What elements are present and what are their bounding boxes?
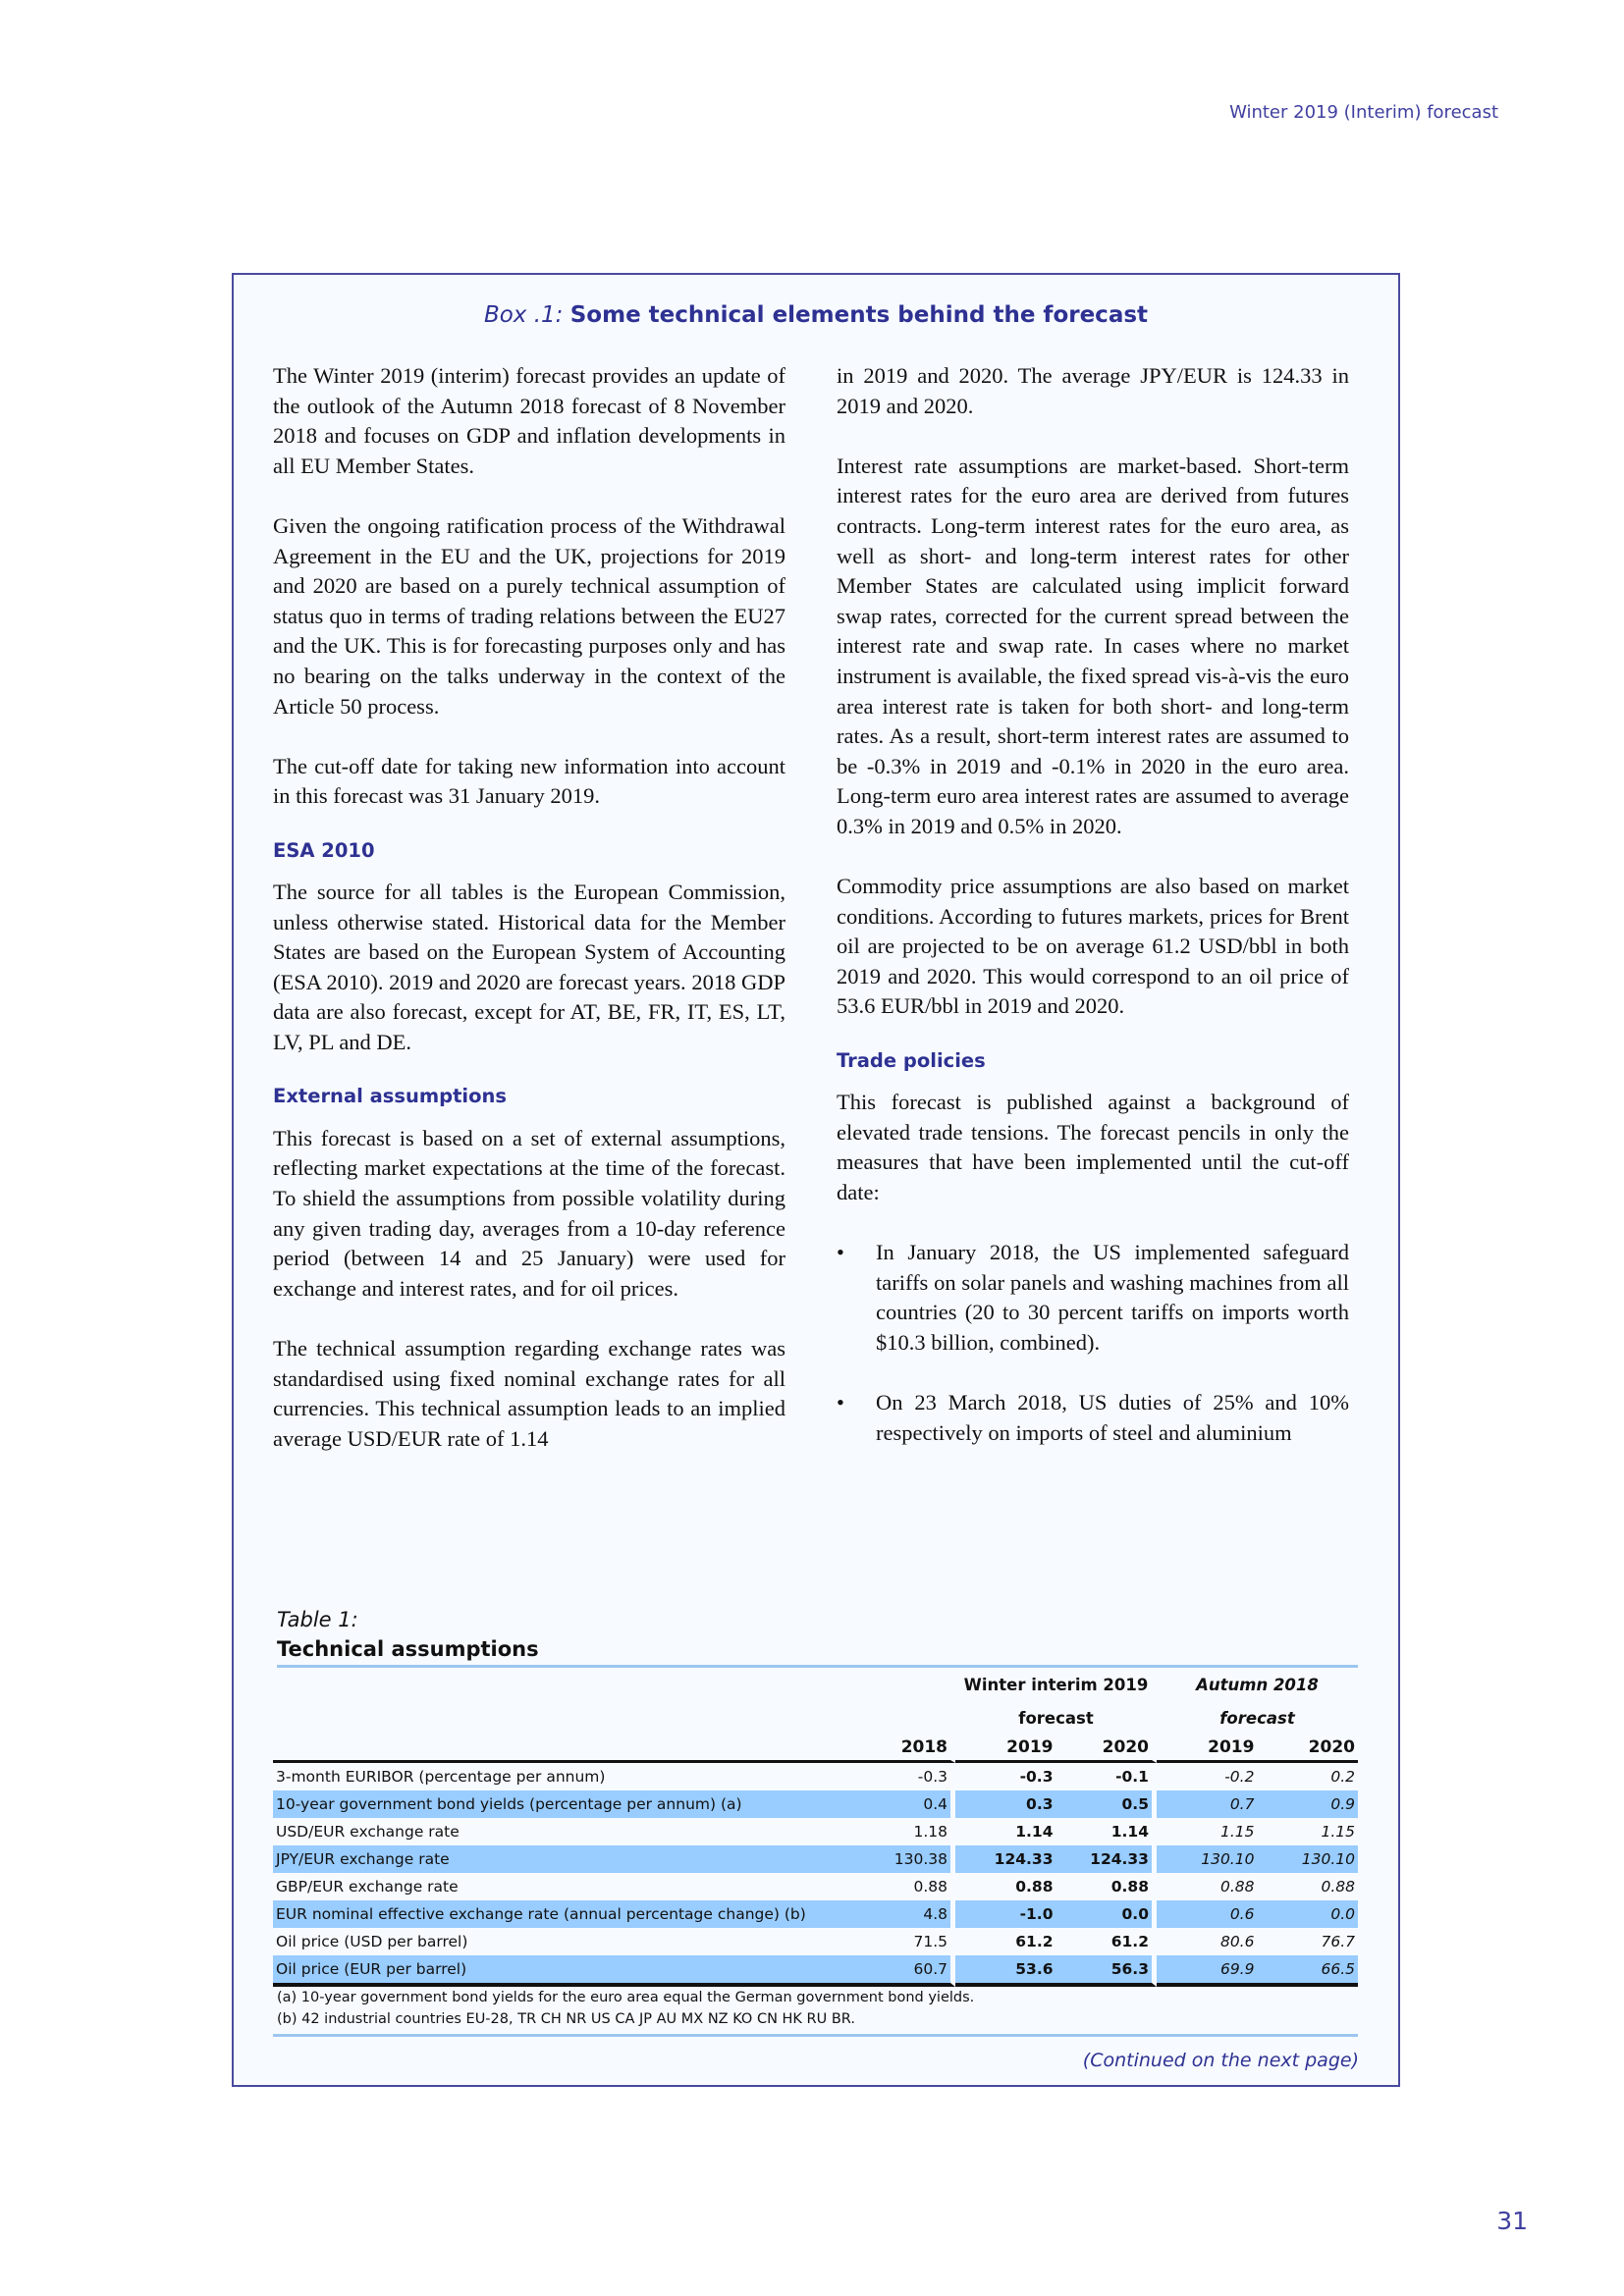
cell-value: 69.9: [1157, 1955, 1257, 1987]
cell-value: 0.7: [1157, 1790, 1257, 1818]
cell-value: 0.6: [1157, 1900, 1257, 1928]
cell-value: 0.88: [1056, 1873, 1157, 1900]
table-row: [273, 1790, 1358, 1818]
section-heading: ESA 2010: [273, 838, 375, 862]
cell-value: -0.2: [1224, 1768, 1255, 1786]
cell-value: 0.88: [855, 1873, 955, 1900]
cell-value: 0.88: [1321, 1878, 1355, 1896]
paragraph: The Winter 2019 (interim) forecast provides an update of the outlook of the Autumn 2018 forecast of 8 November 2018 and focuses on GDP and inflation developments in all EU Member States.: [273, 363, 785, 478]
paragraph: Given the ongoing ratification process of the Withdrawal Agreement in the EU and the UK, projections for 2019 and 2020 are based on a purely technical assumption of status quo in terms of trading relations between the EU27 and the UK. This is for forecasting purposes only and has no bearing on the talks underway in the context of the Article 50 process.: [273, 512, 785, 719]
table-row: [273, 1873, 1358, 1900]
row-label: GBP/EUR exchange rate: [276, 1878, 459, 1896]
cell-value: 130.38: [855, 1845, 955, 1873]
table-row: [273, 1845, 1358, 1873]
cell-value: 53.6: [955, 1955, 1056, 1987]
table-caption: Table 1:: [277, 1608, 358, 1631]
paragraph: This forecast is based on a set of external assumptions, reflecting market expectations at the time of the forecast. To shield the assumptions from possible volatility during any given trading day, averages from a 10-day reference period (between 14 and 25 January) were used for exchange and interest rates, and for oil prices.: [273, 1125, 785, 1301]
cell-value: 130.10: [1157, 1845, 1257, 1873]
group-header-winter: Winter interim 2019: [963, 1675, 1149, 1694]
cell-value: 76.7: [1321, 1933, 1355, 1950]
cell-value: 80.6: [1219, 1933, 1255, 1950]
section-heading: External assumptions: [273, 1085, 507, 1108]
cell-value: 0.2: [1330, 1768, 1355, 1786]
cell-value: -0.3: [855, 1763, 955, 1790]
box-title-main: Some technical elements behind the forecast: [569, 302, 1149, 328]
cell-value: 0.88: [1219, 1878, 1255, 1896]
year-header: 2019: [1157, 1735, 1257, 1763]
row-label: USD/EUR exchange rate: [276, 1823, 460, 1841]
group-sub-autumn: forecast: [1219, 1708, 1295, 1728]
page-number: 31: [1496, 2207, 1528, 2235]
paragraph: The cut-off date for taking new information into account in this forecast was 31 January 2019.: [273, 753, 785, 809]
cell-value: 0.0: [1257, 1900, 1358, 1928]
bullet-item: • In January 2018, the US implemented safeguard tariffs on solar panels and washing machines from all countries (20 to 30 percent tariffs on imports worth $10.3 billion, combined).: [876, 1238, 1349, 1358]
table-end-rule: [273, 2034, 1358, 2037]
table-row: [273, 1928, 1358, 1955]
cell-value: 1.15: [1321, 1823, 1355, 1841]
paragraph: Interest rate assumptions are market-based. Short-term interest rates for the euro area are derived from futures contracts. Long-term interest rates for the euro area, as well as short- and long-term interest rates for other Member States are calculated using implicit forward swap rates, corrected for the current spread between the interest rate and swap rate. In cases where no market instrument is available, the fixed spread vis-à-vis the euro area interest rate is taken for both short- and long-term rates. As a result, short-term interest rates are assumed to be -0.3% in 2019 and -0.1% in 2020 in the euro area. Long-term euro area interest rates are assumed to average 0.3% in 2019 and 0.5% in 2020.: [837, 453, 1349, 838]
row-label: JPY/EUR exchange rate: [273, 1845, 855, 1873]
row-label: 10-year government bond yields (percentage per annum) (a): [273, 1790, 855, 1818]
cell-value: 0.88: [1015, 1878, 1054, 1896]
cell-value: -0.1: [1056, 1763, 1157, 1790]
year-header: 2020: [1257, 1735, 1358, 1763]
cell-value: 66.5: [1257, 1955, 1358, 1987]
technical-assumptions-table: [273, 1608, 1358, 2037]
paragraph: The technical assumption regarding exchange rates was standardised using fixed nominal exchange rates for all currencies. This technical assumption leads to an implied average USD/EUR rate of 1.14: [273, 1336, 785, 1451]
table-row: [273, 1763, 1358, 1790]
left-column: [273, 361, 785, 1484]
cell-value: 1.14: [1056, 1818, 1157, 1845]
paragraph: in 2019 and 2020. The average JPY/EUR is 124.33 in 2019 and 2020.: [837, 363, 1349, 418]
cell-value: 124.33: [1056, 1845, 1157, 1873]
footnote-a: (a) 10-year government bond yields for the euro area equal the German government bond yields.: [277, 1990, 975, 2005]
row-label: Oil price (EUR per barrel): [273, 1955, 855, 1987]
paragraph: This forecast is published against a background of elevated trade tensions. The forecast pencils in only the measures that have been implemented until the cut-off date:: [837, 1090, 1349, 1205]
cell-value: 71.5: [855, 1928, 955, 1955]
paragraph: The source for all tables is the European Commission, unless otherwise stated. Historical data for the Member States are based on the European System of Accounting (ESA 2010). 2019 and 2020 are forecast years. 2018 GDP data are also forecast, except for AT, BE, FR, IT, ES, LT, LV, PL and DE.: [273, 880, 785, 1055]
row-label: Oil price (USD per barrel): [276, 1933, 468, 1950]
table-row: [273, 1955, 1358, 1987]
bullet-item: • On 23 March 2018, US duties of 25% and 10% respectively on imports of steel and aluminium: [876, 1388, 1349, 1448]
year-header: 2019: [955, 1735, 1056, 1763]
continued-note: (Continued on the next page): [1082, 2050, 1359, 2071]
cell-value: 0.5: [1056, 1790, 1157, 1818]
cell-value: 1.14: [1015, 1823, 1054, 1841]
cell-value: -1.0: [955, 1900, 1056, 1928]
table-title: Technical assumptions: [277, 1637, 1358, 1668]
info-box: [232, 273, 1400, 2087]
cell-value: 61.2: [1015, 1933, 1054, 1950]
cell-value: 0.4: [855, 1790, 955, 1818]
group-sub-winter: forecast: [1018, 1708, 1094, 1728]
year-header: 2020: [1056, 1735, 1157, 1763]
cell-value: 1.15: [1219, 1823, 1255, 1841]
table-row: [273, 1818, 1358, 1845]
cell-value: 0.0: [1056, 1900, 1157, 1928]
cell-value: 124.33: [955, 1845, 1056, 1873]
cell-value: 1.18: [855, 1818, 955, 1845]
section-heading: Trade policies: [837, 1048, 986, 1072]
footnote-b: (b) 42 industrial countries EU-28, TR CH NR US CA JP AU MX NZ KO CN HK RU BR.: [277, 2011, 855, 2027]
bullet-list: [837, 1238, 1349, 1448]
cell-value: 130.10: [1257, 1845, 1358, 1873]
box-title-prefix: Box .1:: [483, 302, 570, 328]
cell-value: 0.3: [955, 1790, 1056, 1818]
row-label: 3-month EURIBOR (percentage per annum): [276, 1768, 606, 1786]
cell-value: -0.3: [1019, 1768, 1054, 1786]
paragraph: Commodity price assumptions are also based on market conditions. According to futures markets, prices for Brent oil are projected to be on average 61.2 USD/bbl in both 2019 and 2020. This would correspond to an oil price of 53.6 EUR/bbl in 2019 and 2020.: [837, 874, 1349, 1019]
cell-value: 61.2: [1056, 1928, 1157, 1955]
box-title: [234, 302, 1398, 328]
cell-value: 60.7: [855, 1955, 955, 1987]
right-column: [837, 361, 1349, 1478]
table-row: [273, 1900, 1358, 1928]
cell-value: 0.9: [1257, 1790, 1358, 1818]
cell-value: 56.3: [1056, 1955, 1157, 1987]
cell-value: 4.8: [855, 1900, 955, 1928]
year-header: 2018: [855, 1735, 955, 1763]
row-label: EUR nominal effective exchange rate (annual percentage change) (b): [273, 1900, 855, 1928]
running-header: Winter 2019 (Interim) forecast: [1229, 102, 1498, 123]
group-header-autumn: Autumn 2018: [1196, 1675, 1319, 1694]
